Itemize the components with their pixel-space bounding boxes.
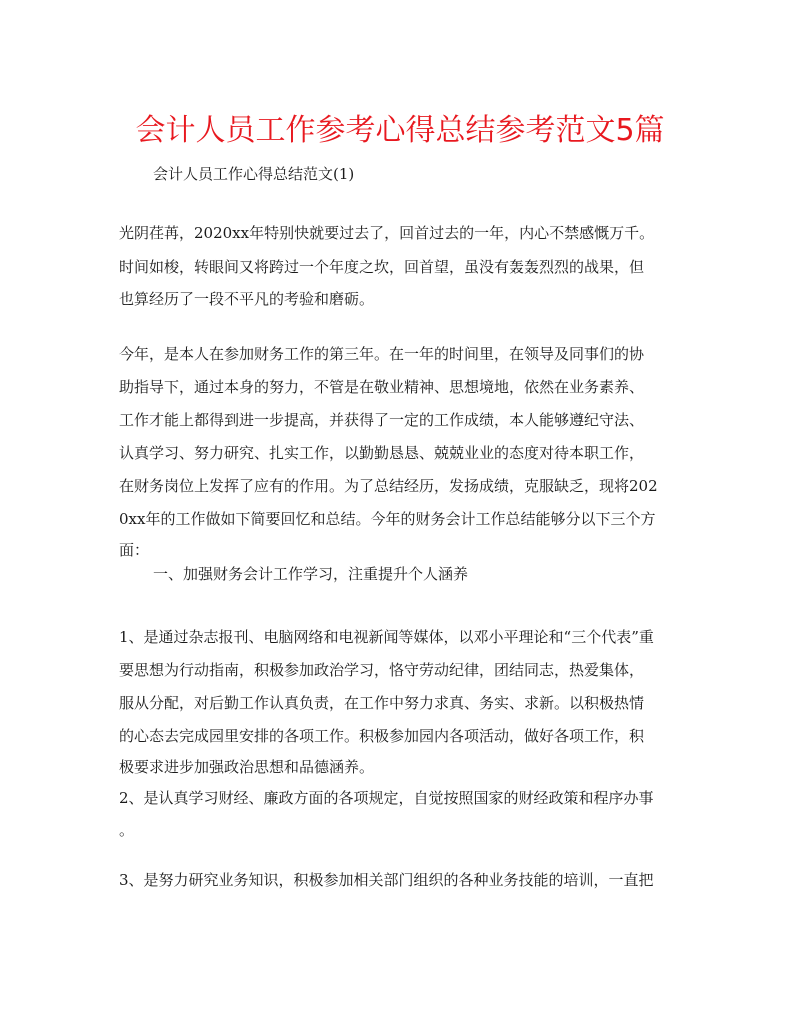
paragraph-line: 今年，是本人在参加财务工作的第三年。在一年的时间里，在领导及同事们的协 — [119, 345, 645, 363]
paragraph-line: 在财务岗位上发挥了应有的作用。为了总结经历，发扬成绩，克服缺乏，现将202 — [119, 477, 658, 495]
paragraph-line: 认真学习、努力研究、扎实工作，以勤勤恳恳、兢兢业业的态度对待本职工作， — [119, 444, 645, 462]
document-title: 会计人员工作参考心得总结参考范文5篇 — [135, 113, 665, 148]
paragraph-line: 极要求进步加强政治思想和品德涵养。 — [119, 758, 375, 776]
paragraph-line: 的心态去完成园里安排的各项工作。积极参加园内各项活动，做好各项工作，积 — [119, 727, 645, 745]
paragraph-line: 助指导下，通过本身的努力，不管是在敬业精神、思想境地，依然在业务素养、 — [119, 378, 645, 396]
paragraph-line: 面： — [119, 541, 150, 559]
paragraph-line: 服从分配，对后勤工作认真负责，在工作中努力求真、务实、求新。以积极热情 — [119, 694, 645, 712]
paragraph-line: 。 — [119, 821, 135, 839]
paragraph-line: 时间如梭，转眼间又将跨过一个年度之坎，回首望，虽没有轰轰烈烈的战果，但 — [119, 258, 645, 276]
paragraph-line: 也算经历了一段不平凡的考验和磨砺。 — [119, 290, 375, 308]
paragraph-line: 工作才能上都得到进一步提高，并获得了一定的工作成绩，本人能够遵纪守法、 — [119, 411, 645, 429]
paragraph-line: 2、是认真学习财经、廉政方面的各项规定，自觉按照国家的财经政策和程序办事 — [119, 789, 654, 807]
paragraph-line: 1、是通过杂志报刊、电脑网络和电视新闻等媒体，以邓小平理论和“三个代表”重 — [119, 628, 654, 646]
paragraph-line: 0xx年的工作做如下简要回忆和总结。今年的财务会计工作总结能够分以下三个方 — [119, 510, 656, 528]
section-heading: 一、加强财务会计工作学习，注重提升个人涵养 — [153, 565, 469, 583]
document-subtitle: 会计人员工作心得总结范文(1) — [153, 165, 355, 183]
paragraph-line: 要思想为行动指南，积极参加政治学习，恪守劳动纪律，团结同志，热爱集体， — [119, 661, 645, 679]
paragraph-line: 3、是努力研究业务知识，积极参加相关部门组织的各种业务技能的培训，一直把 — [119, 871, 654, 889]
paragraph-line: 光阴荏苒，2020xx年特别快就要过去了，回首过去的一年，内心不禁感慨万千。 — [119, 224, 655, 242]
